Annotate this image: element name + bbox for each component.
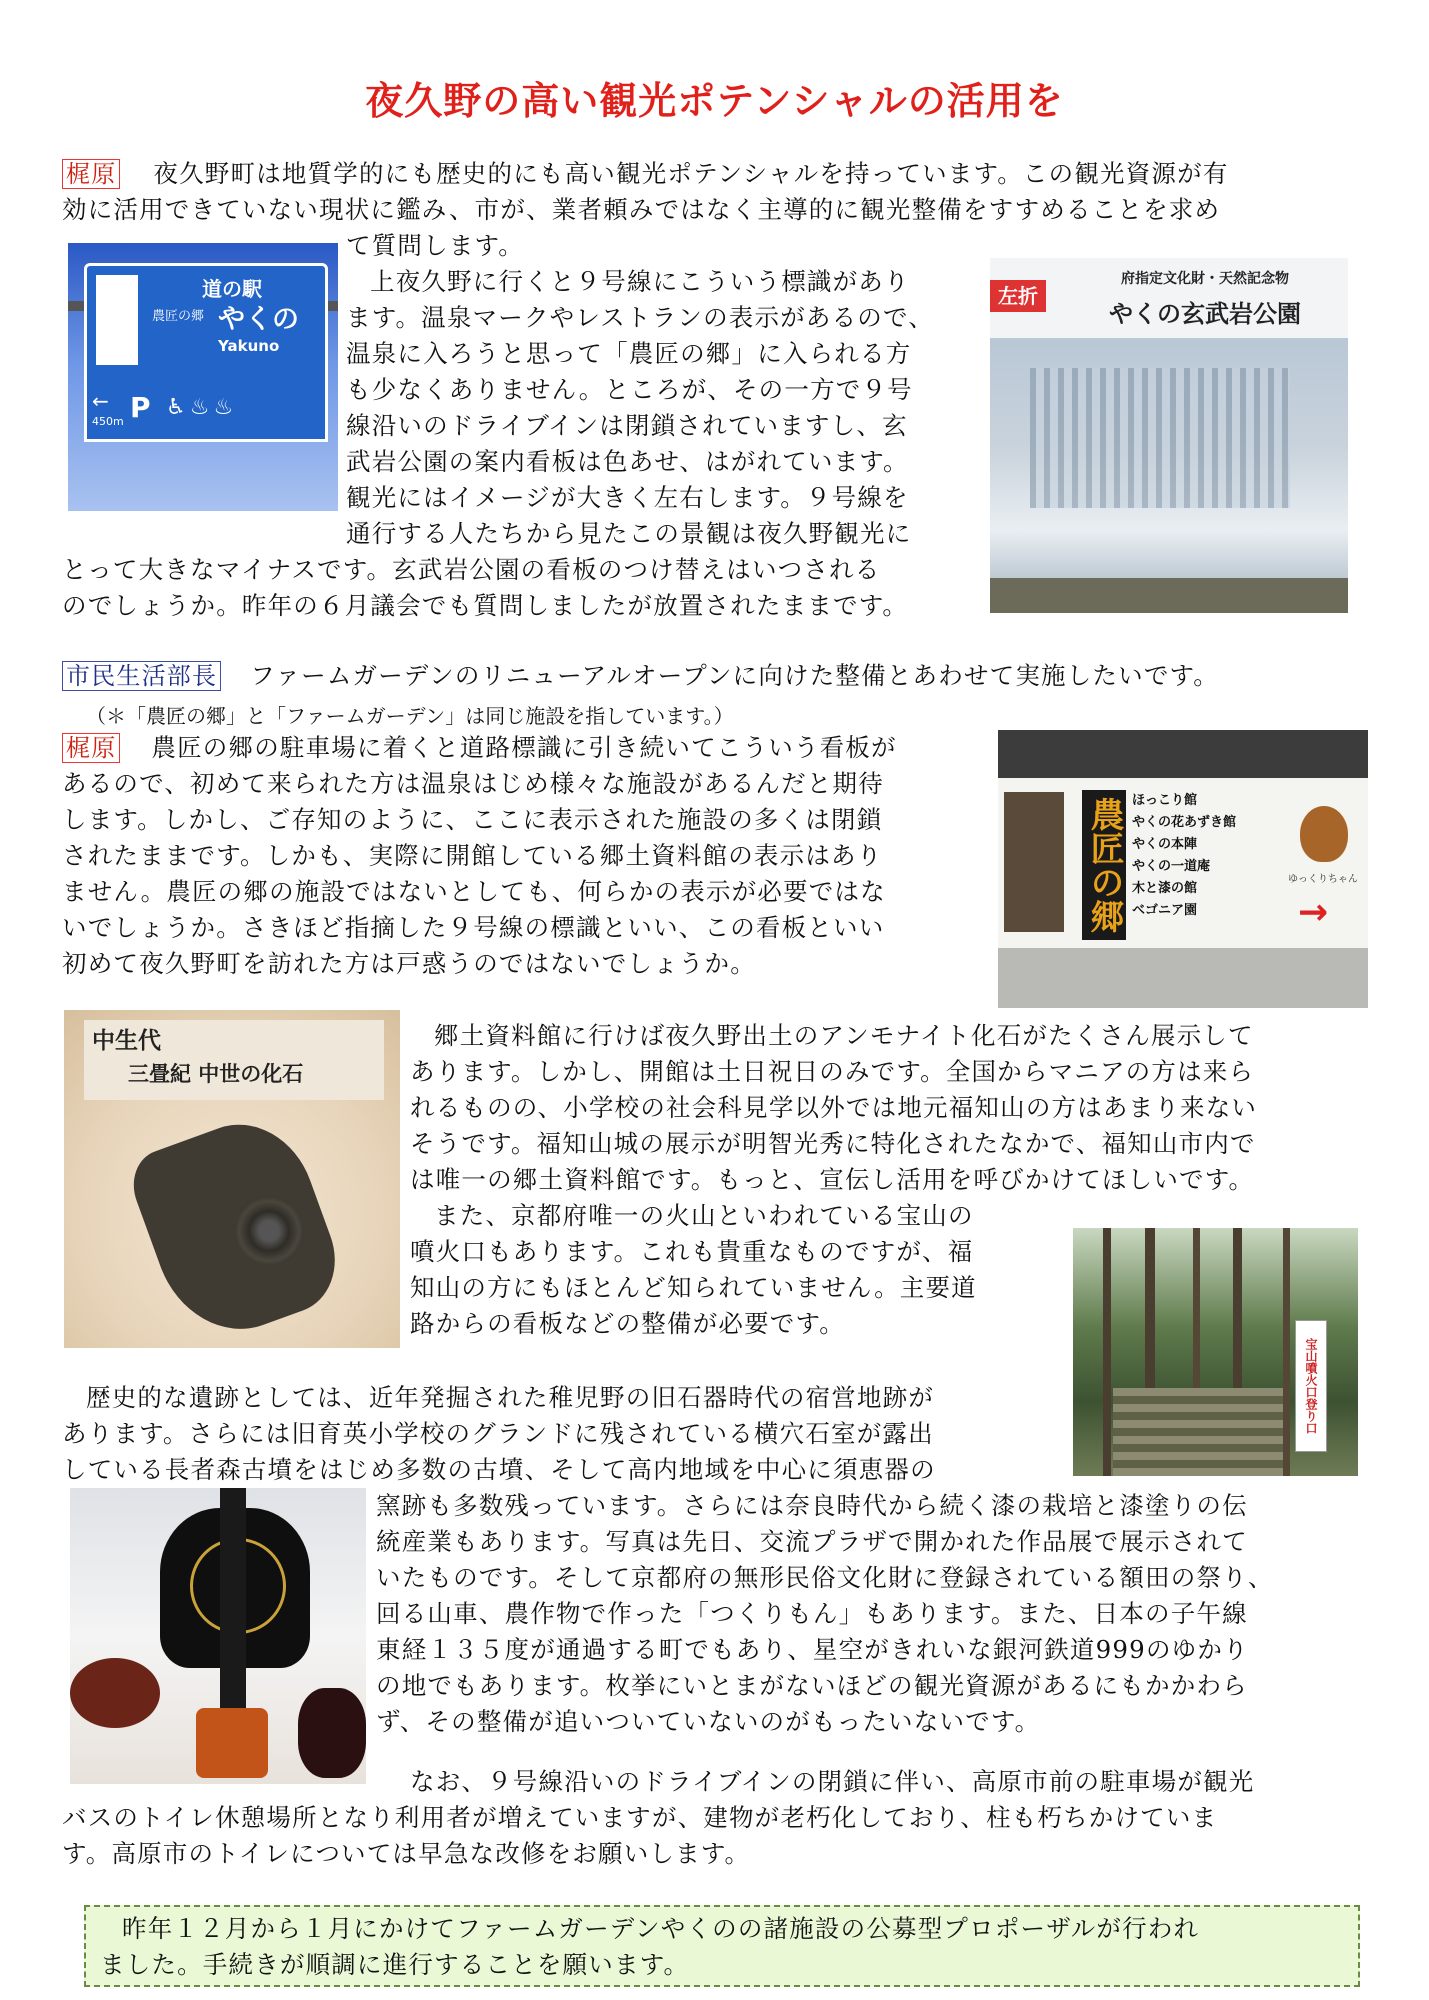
caption-text: 中生代 <box>92 1028 161 1054</box>
caption-text: 三畳紀 中世の化石 <box>128 1062 304 1086</box>
text-line: あるので、初めて来られた方は温泉はじめ様々な施設があるんだと期待 <box>62 769 884 798</box>
sign-text: やくの玄武岩公園 <box>1109 300 1301 328</box>
farm-signboard-photo <box>998 730 1368 1008</box>
page-title: 夜久野の高い観光ポテンシャルの活用を <box>365 79 1064 123</box>
text-line: 農匠の郷の駐車場に着くと道路標識に引き続いてこういう看板が <box>151 733 897 762</box>
sign-text: ゆっくりちゃん <box>1288 874 1358 885</box>
lacquerware-photo <box>70 1488 366 1784</box>
text-line: あります。しかし、開館は土日祝日のみです。全国からマニアの方は来ら <box>410 1057 1255 1086</box>
text-line: とって大きなマイナスです。玄武岩公園の看板のつけ替えはいつされる <box>62 555 881 584</box>
speaker-label: 梶原 <box>62 733 120 763</box>
text-line: 窯跡も多数残っています。さらには奈良時代から続く漆の栽培と漆塗りの伝 <box>376 1491 1248 1520</box>
text-line: されたままです。しかも、実際に開館している郷土資料館の表示はあり <box>62 841 883 870</box>
note-text: （＊「農匠の郷」と「ファームガーデン」は同じ施設を指しています。） <box>86 704 734 728</box>
speaker-label: 市民生活部長 <box>62 661 221 691</box>
facility-item: ほっこり館 <box>1132 793 1198 808</box>
sign-text: 宝山噴火口登り口 <box>1295 1320 1327 1452</box>
text-line: す。高原市のトイレについては早急な改修をお願いします。 <box>62 1839 751 1868</box>
sign-text: 農匠の郷 <box>152 309 205 324</box>
text-line: します。しかし、ご存知のように、ここに表示された施設の多くは閉鎖 <box>62 805 883 834</box>
sign-text: 道の駅 <box>202 277 262 301</box>
text-line: 路からの看板などの整備が必要です。 <box>410 1309 845 1338</box>
text-line: は唯一の郷土資料館です。もっと、宣伝し活用を呼びかけてほしいです。 <box>410 1165 1255 1194</box>
text-line: 効に活用できていない現状に鑑み、市が、業者頼みではなく主導的に観光整備をすすめることを求め <box>62 195 1221 224</box>
text-line: ません。農匠の郷の施設ではないとしても、何らかの表示が必要ではな <box>62 877 886 906</box>
crater-path-photo <box>1073 1228 1358 1476</box>
facility-item: やくの本陣 <box>1132 837 1198 852</box>
text-line: いでしょうか。さきほど指摘した９号線の標識といい、この看板といい <box>62 913 885 942</box>
text-line: の地でもあります。枚挙にいとまがないほどの観光資源があるにもかかわら <box>376 1671 1248 1700</box>
text-line: て質問します。 <box>346 231 524 260</box>
sign-text: Yakuno <box>218 337 280 355</box>
sign-text: 農匠の郷 <box>1082 790 1126 940</box>
text-line: 上夜久野に行くと９号線にこういう標識があり <box>370 267 910 296</box>
text-line: なお、９号線沿いのドライブインの閉鎖に伴い、高原市前の駐車場が観光 <box>410 1767 1255 1796</box>
facility-item: ベゴニア園 <box>1132 903 1198 918</box>
facility-list <box>1132 790 1292 922</box>
text-line: そうです。福知山城の展示が明智光秀に特化されたなかで、福知山市内で <box>410 1129 1256 1158</box>
speaker-label: 梶原 <box>62 159 120 189</box>
parking-icon: P <box>130 391 151 424</box>
sign-text: 左折 <box>990 280 1046 312</box>
sign-text: 府指定文化財・天然記念物 <box>1121 271 1289 287</box>
text-line: 東経１３５度が通過する町でもあり、星空がきれいな銀河鉄道999のゆかり <box>376 1635 1249 1664</box>
text-line: 噴火口もあります。これも貴重なものですが、福 <box>410 1237 974 1266</box>
facility-icons: ♿♨♨ <box>166 395 238 420</box>
facility-item: やくの一道庵 <box>1132 859 1211 874</box>
text-line: 歴史的な遺跡としては、近年発掘された稚児野の旧石器時代の宿営地跡が <box>86 1383 935 1412</box>
arrow-right-icon: → <box>1298 892 1329 933</box>
text-line: のでしょうか。昨年の６月議会でも質問しましたが放置されたままです。 <box>62 591 909 620</box>
text-line: ました。手続きが順調に進行することを願います。 <box>100 1950 690 1979</box>
ammonite-icon <box>234 1196 304 1266</box>
text-line: いたものです。そして京都府の無形民俗文化財に登録されている額田の祭り、 <box>376 1563 1274 1592</box>
text-line: ます。温泉マークやレストランの表示があるので、 <box>346 303 934 332</box>
text-line: 線沿いのドライブインは閉鎖されていますし、玄 <box>346 411 908 440</box>
text-line: している長者森古墳をはじめ多数の古墳、そして高内地域を中心に須恵器の <box>62 1455 936 1484</box>
road-sign-photo <box>68 243 338 511</box>
text-line: 知山の方にもほとんど知られていません。主要道 <box>410 1273 977 1302</box>
text-line: 温泉に入ろうと思って「農匠の郷」に入られる方 <box>346 339 912 368</box>
proposal-box <box>84 1905 1360 1987</box>
text-line: 統産業もあります。写真は先日、交流プラザで開かれた作品展で展示されて <box>376 1527 1248 1556</box>
text-line: 武岩公園の案内看板は色あせ、はがれています。 <box>346 447 909 476</box>
facility-item: 木と漆の館 <box>1132 881 1198 896</box>
text-line: れるものの、小学校の社会科見学以外では地元福知山の方はあまり来ない <box>410 1093 1258 1122</box>
text-line: ファームガーデンのリニューアルオープンに向けた整備とあわせて実施したいです。 <box>250 661 1219 690</box>
text-line: 昨年１２月から１月にかけてファームガーデンやくのの諸施設の公募型プロポーザルが行われ <box>122 1914 1200 1943</box>
text-line: ず、その整備が追いついていないのがもったいないです。 <box>376 1707 1041 1736</box>
arrow-left-icon: ← <box>92 389 109 413</box>
text-line: 夜久野町は地質学的にも歴史的にも高い観光ポテンシャルを持っています。この観光資源が有 <box>153 159 1229 188</box>
sign-text: やくの <box>218 304 299 335</box>
mascot-icon <box>1300 806 1348 862</box>
sign-text: 450m <box>92 415 124 428</box>
text-line: 観光にはイメージが大きく左右します。９号線を <box>346 483 909 512</box>
text-line: も少なくありません。ところが、その一方で９号 <box>346 375 913 404</box>
text-line: 初めて夜久野町を訪れた方は戸惑うのではないでしょうか。 <box>62 949 756 978</box>
fossil-photo <box>64 1010 400 1348</box>
basalt-park-sign-photo <box>990 258 1348 613</box>
text-line: あります。さらには旧育英小学校のグランドに残されている横穴石室が露出 <box>62 1419 934 1448</box>
text-line: 回る山車、農作物で作った「つくりもん」もあります。また、日本の子午線 <box>376 1599 1248 1628</box>
facility-item: やくの花あずき館 <box>1132 815 1237 830</box>
text-line: 郷土資料館に行けば夜久野出土のアンモナイト化石がたくさん展示して <box>434 1021 1254 1050</box>
text-line: また、京都府唯一の火山といわれている宝山の <box>434 1201 974 1230</box>
text-line: 通行する人たちから見たこの景観は夜久野観光に <box>346 519 912 548</box>
text-line: バスのトイレ休憩場所となり利用者が増えていますが、建物が老朽化しており、柱も朽ちかけていま <box>62 1803 1218 1832</box>
